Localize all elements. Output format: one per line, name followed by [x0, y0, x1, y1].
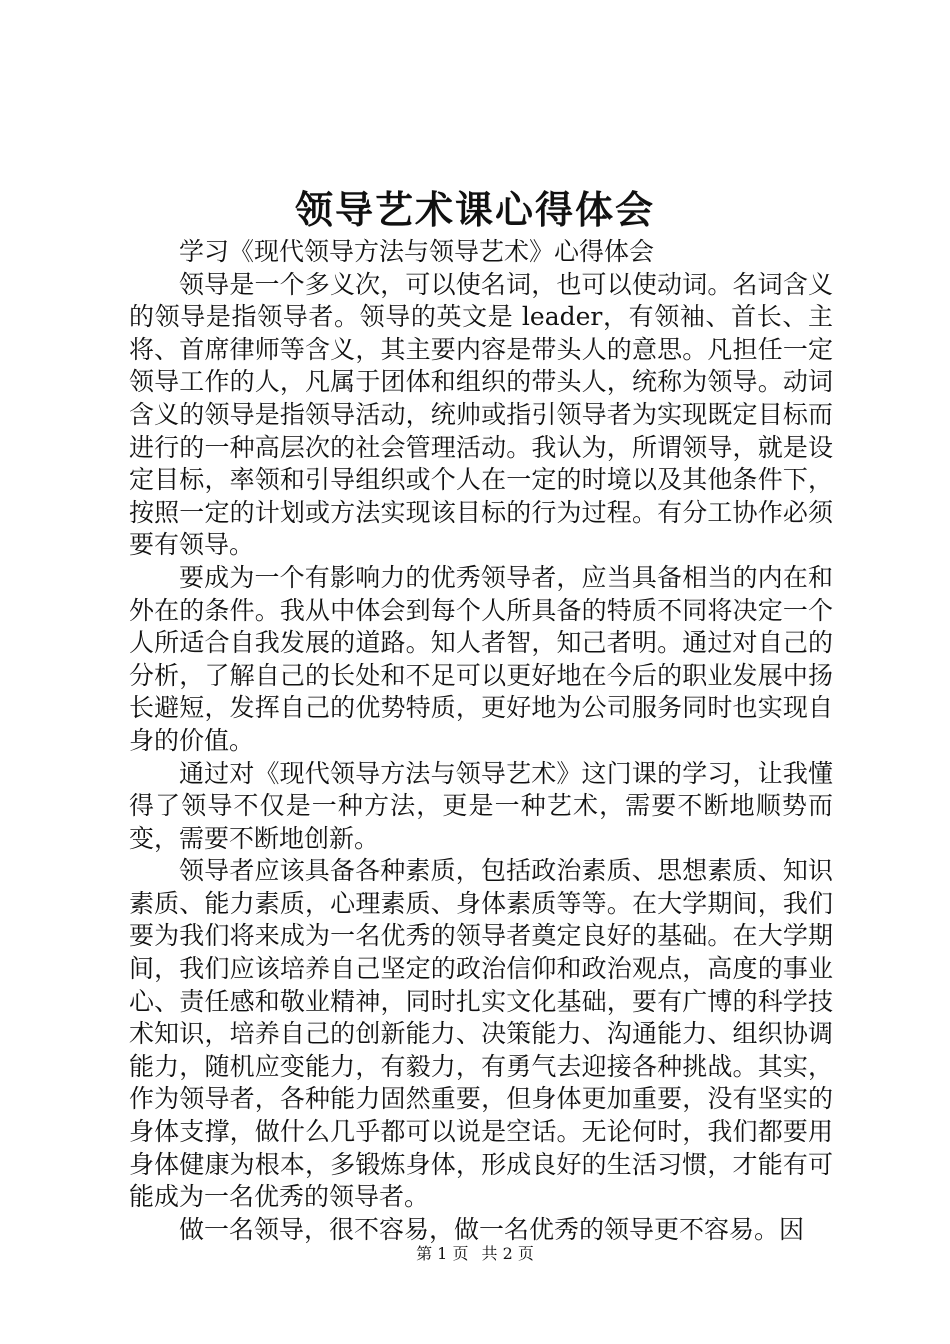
paragraph: 领导是一个多义次，可以使名词，也可以使动词。名词含义的领导是指领导者。领导的英文是 leader，有领袖、首长、主将、首席律师等含义，其主要内容是带头人的意思。凡担任一定领导工作的人，凡属于团体和组织的带头人，统称为领导。动词含义的领导是指领导活动，统帅或指引领导者为实现既定目标而进行的一种高层次的社会管理活动。我认为，所谓领导，就是设定目标，率领和引导组织或个人在一定的时境以及其他条件下，按照一定的计划或方法实现该目标的行为过程。有分工协作必须要有领导。 — [129, 269, 833, 560]
page-footer — [0, 1244, 950, 1264]
document-title: 领导艺术课心得体会 — [294, 187, 655, 232]
paragraph: 通过对《现代领导方法与领导艺术》这门课的学习，让我懂得了领导不仅是一种方法，更是一种艺术，需要不断地顺势而变，需要不断地创新。 — [129, 758, 833, 853]
paragraph: 领导者应该具备各种素质，包括政治素质、思想素质、知识素质、能力素质，心理素质、身体素质等等。在大学期间，我们要为我们将来成为一名优秀的领导者奠定良好的基础。在大学期间，我们应该培养自己坚定的政治信仰和政治观点，高度的事业心、责任感和敬业精神，同时扎实文化基础，要有广博的科学技术知识，培养自己的创新能力、决策能力、沟通能力、组织协调能力，随机应变能力，有毅力，有勇气去迎接各种挑战。其实，作为领导者，各种能力固然重要，但身体更加重要，没有坚实的身体支撑，做什么几乎都可以说是空话。无论何时，我们都要用身体健康为根本，多锻炼身体，形成良好的生活习惯，才能有可能成为一名优秀的领导者。 — [129, 856, 833, 1212]
page-number: 第 1 页 — [416, 1244, 469, 1263]
paragraph: 要成为一个有影响力的优秀领导者，应当具备相当的内在和外在的条件。我从中体会到每个人所具备的特质不同将决定一个人所适合自我发展的道路。知人者智，知己者明。通过对自己的分析，了解自己的长处和不足可以更好地在今后的职业发展中扬长避短，发挥自己的优势特质，更好地为公司服务同时也实现自身的价值。 — [129, 562, 833, 755]
paragraph-subtitle: 学习《现代领导方法与领导艺术》心得体会 — [179, 237, 655, 266]
page-total: 共 2 页 — [481, 1244, 534, 1263]
paragraph: 做一名领导，很不容易，做一名优秀的领导更不容易。因 — [179, 1214, 805, 1244]
document-body — [129, 236, 833, 1246]
